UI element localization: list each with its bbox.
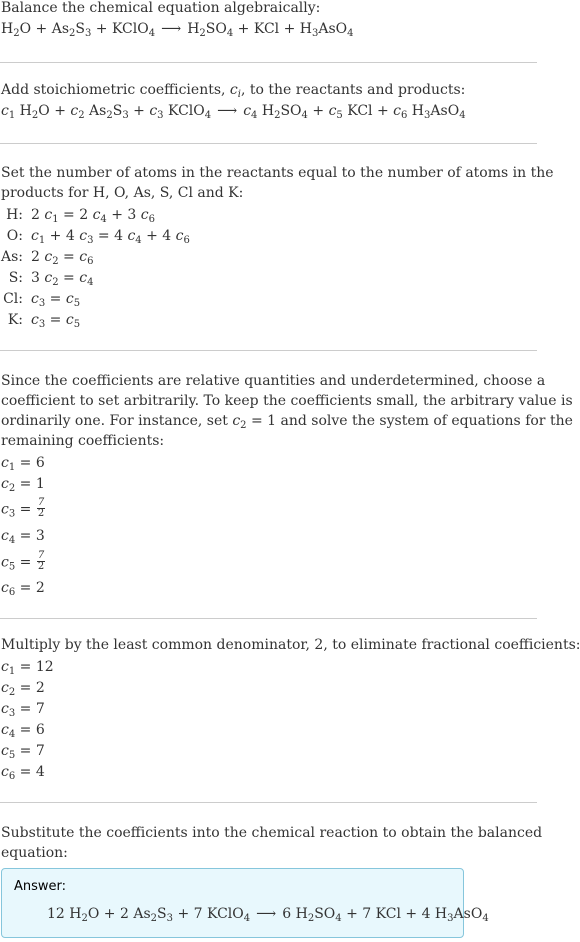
lcd-intro: Multiply by the least common denominator, 2, to eliminate fractional coefficients: [1,637,580,653]
solution-c3: $c_3$ = $\frac{7}{2}$ [1,497,45,520]
atoms-intro-line1: Set the number of atoms in the reactants equal to the number of atoms in the [1,165,554,181]
solve-intro-line4: remaining coefficients: [1,433,165,449]
divider [0,350,537,351]
coefficients-intro: Add stoichiometric coefficients, $c_i$, to the reactants and products: [1,82,466,100]
final-c6: $c_6 = 4$ [1,764,45,782]
substitute-intro-line2: equation: [1,845,68,861]
coefficient-equation: $c_1$ $H_2O + c_2$ $As_2S_3 + c_3$ KClO$_4$ ⟶ $c_4$ $H_2SO_4 + c_5$ KCl + $c_6$ $H_3AsO_4$ [1,103,466,121]
solution-c4: $c_4 = 3$ [1,528,45,546]
unbalanced-equation: $H_2O + As_2S_3$ + KClO$_4$ ⟶ $H_2SO_4$ + KCl + $H_3AsO_4$ [1,21,354,39]
answer-label: Answer: [14,879,67,894]
final-c4: $c_4 = 6$ [1,722,45,740]
answer-box [1,868,489,938]
solution-c6: $c_6 = 2$ [1,580,45,598]
final-c3: $c_3 = 7$ [1,701,45,719]
solve-intro-line1: Since the coefficients are relative quantities and underdetermined, choose a [1,373,546,389]
intro-text: Balance the chemical equation algebraically: [1,0,321,16]
final-c5: $c_5 = 7$ [1,743,45,761]
final-c2: $c_2 = 2$ [1,680,45,698]
solution-c2: $c_2 = 1$ [1,476,45,494]
atoms-intro-line2: products for H, O, As, S, Cl and K: [1,185,244,201]
divider [0,62,537,63]
solve-intro-line2: coefficient to set arbitrarily. To keep the coefficients small, the arbitrary value is [1,393,573,409]
solve-intro-line3: ordinarily one. For instance, set $c_2 = 1$ and solve the system of equations for the [1,413,573,431]
divider [0,802,537,803]
final-c1: $c_1 = 12$ [1,659,54,677]
divider [0,143,537,144]
balanced-equation: 12 $H_2O + 2$ $As_2S_3 + 7$ KClO$_4$ ⟶ 6 $H_2SO_4 + 7$ KCl + 4 $H_3AsO_4$ [47,906,489,924]
solution-c1: $c_1 = 6$ [1,455,45,473]
solution-c5: $c_5$ = $\frac{7}{2}$ [1,550,45,573]
divider [0,618,537,619]
substitute-intro-line1: Substitute the coefficients into the chemical reaction to obtain the balanced [1,825,543,841]
